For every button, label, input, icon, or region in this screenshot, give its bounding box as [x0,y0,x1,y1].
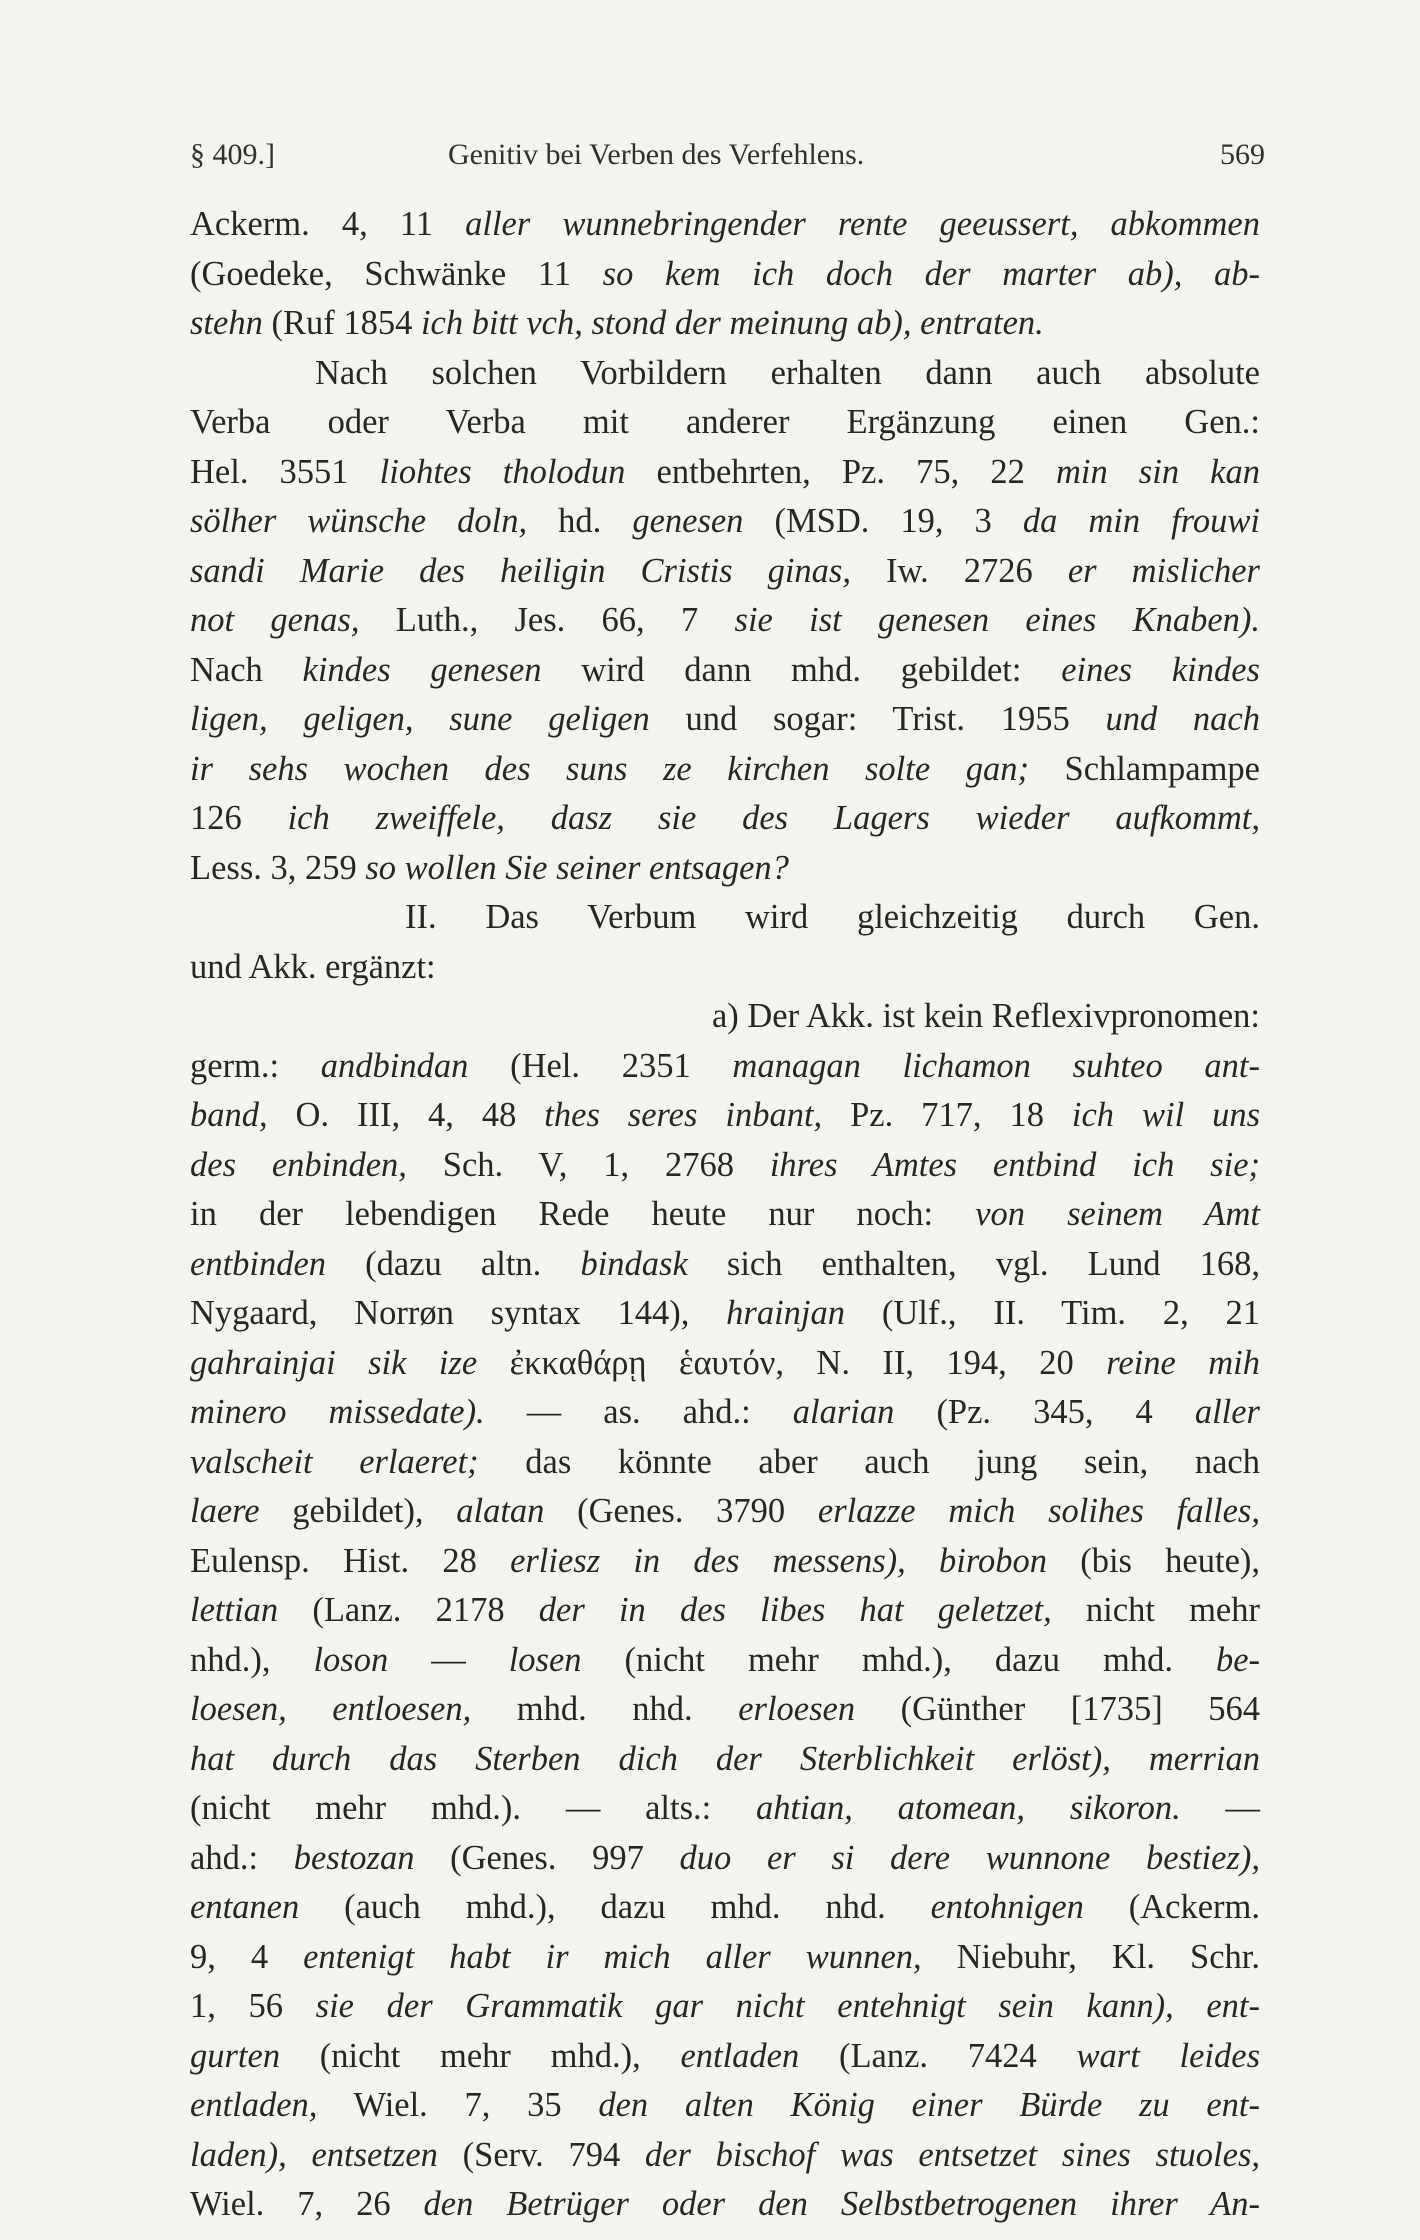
text-segment: (Lanz. 2178 [278,1591,539,1629]
page-header [190,138,1265,178]
italic-segment: laere [190,1492,260,1530]
italic-segment: stehn [190,304,263,342]
italic-segment: entenigt habt ir mich aller wunnen, [303,1937,922,1976]
italic-segment: den alten König einer Bürde zu ent- [598,2086,1260,2124]
text-line [190,1042,1260,1092]
text-segment: (Serv. 794 [437,2135,645,2174]
text-line [190,2081,1260,2131]
italic-segment: von seinem Amt [975,1195,1260,1233]
text-line [190,448,1260,498]
text-segment: Niebuhr, Kl. Schr. [921,1937,1260,1976]
italic-segment: ich zweiffele, dasz sie des Lagers wieder aufkommt, [287,799,1261,837]
text-segment: O. III, 4, 48 [267,1096,545,1134]
italic-segment: sölher wünsche doln, [190,502,528,540]
italic-segment: ligen, geligen, sune geligen [190,700,650,738]
italic-segment: bestozan [293,1838,415,1877]
text-segment: Wiel. 7, 26 [190,2185,424,2223]
text-segment: Wiel. 7, 35 [317,2086,599,2124]
text-segment: Hel. 3551 [190,452,380,491]
italic-segment: alatan [456,1492,545,1530]
italic-segment: bindask [580,1244,688,1283]
text-line [190,646,1260,696]
italic-segment: eines kindes [1061,650,1260,689]
text-segment: — [388,1640,509,1679]
text-segment: ἐκκαθάρῃ ἑαυτόν, N. II, 194, 20 [477,1343,1107,1382]
italic-segment: genesen [632,502,744,540]
text-segment: (Goedeke, Schwänke 11 [190,254,603,293]
text-line [190,200,1260,250]
italic-segment: minero missedate). [190,1393,485,1431]
text-line [190,1784,1260,1834]
text-segment: hd. [527,502,633,540]
text-line [190,893,1260,943]
page-number: 569 [1220,138,1265,171]
text-line [190,349,1260,399]
section-number: § 409.] [190,138,275,171]
text-segment: (MSD. 19, 3 [743,502,1023,540]
text-line [190,1141,1260,1191]
italic-segment: aller [1194,1393,1260,1431]
italic-segment: sandi Marie des heiligin Cristis ginas, [190,551,851,590]
italic-segment: duo er si dere wunnone bestiez), [679,1838,1260,1877]
text-segment: (Hel. 2351 [468,1046,733,1085]
text-segment: wird dann mhd. gebildet: [541,650,1062,689]
italic-segment: ir sehs wochen des suns ze kirchen solte gan; [190,749,1029,788]
text-segment: (Lanz. 7424 [799,2036,1077,2075]
italic-segment: gahrainjai sik ize [190,1343,478,1382]
text-line [190,1636,1260,1686]
text-segment: und Akk. ergänzt: [190,947,436,986]
italic-segment: kindes genesen [302,650,542,689]
text-line [190,695,1260,745]
text-segment: Nach solchen Vorbildern erhalten dann auch absolute [315,353,1260,392]
text-segment: (bis heute), [1047,1541,1261,1580]
italic-segment: hrainjan [726,1294,846,1332]
italic-segment: aller wunnebringender rente geeussert, abkommen [465,205,1260,243]
text-segment: (auch mhd.), dazu mhd. nhd. [299,1888,931,1926]
italic-segment: erlazze mich solihes falles, [817,1492,1260,1530]
text-segment: Less. 3, 259 [190,848,366,887]
italic-segment: wart leides [1076,2036,1260,2075]
italic-segment: ich bitt vch, stond der meinung ab), entraten. [420,304,1044,342]
text-line [190,1388,1260,1438]
text-line [190,1240,1260,1290]
text-segment: Nach [190,650,303,689]
text-line [190,1289,1260,1339]
text-segment: a) Der Akk. ist kein Reflexivpronomen: [711,997,1260,1035]
italic-segment: losen [508,1640,582,1679]
italic-segment: sie der Grammatik gar nicht entehnigt sein kann), ent- [315,1987,1260,2025]
text-line [190,1438,1260,1488]
body-text [190,200,1260,2230]
italic-segment: lettian [190,1591,279,1629]
text-line [190,250,1260,300]
text-line [190,299,1260,349]
italic-segment: andbindan [320,1046,469,1085]
text-segment: in der lebendigen Rede heute nur noch: [190,1195,976,1233]
italic-segment: thes seres inbant, [544,1096,823,1134]
text-segment: (Ulf., II. Tim. 2, 21 [845,1294,1260,1332]
text-segment: (nicht mehr mhd.). — alts.: [190,1789,757,1827]
text-segment: Eulensp. Hist. 28 [190,1541,511,1580]
text-segment: 126 [190,799,288,837]
italic-segment: liohtes tholodun [379,452,626,491]
italic-segment: hat durch das Sterben dich der Sterblichkeit erlöst), merrian [190,1739,1260,1778]
text-segment: 9, 4 [190,1937,304,1976]
running-title: Genitiv bei Verben des Verfehlens. [448,138,865,171]
italic-segment: so kem ich doch der marter ab), ab- [602,254,1261,293]
italic-segment: entladen [680,2036,800,2075]
text-line [190,2131,1260,2181]
italic-segment: loesen, entloesen, [190,1690,472,1728]
italic-segment: valscheit erlaeret; [190,1442,479,1481]
text-line [190,1339,1260,1389]
text-segment: Schlampampe [1028,749,1260,788]
text-segment: Pz. 717, 18 [822,1096,1072,1134]
text-line [190,497,1260,547]
text-segment: gebildet), [259,1492,457,1530]
italic-segment: not genas, [190,601,360,639]
italic-segment: und nach [1105,700,1260,738]
text-segment: mhd. nhd. [471,1690,739,1728]
italic-segment: er mislicher [1067,551,1260,590]
text-line [190,1091,1260,1141]
text-segment: (nicht mehr mhd.), [280,2036,681,2075]
text-segment: germ.: [190,1046,321,1085]
italic-segment: erliesz in des messens), birobon [510,1541,1047,1580]
italic-segment: band, [190,1096,268,1134]
text-segment: (Günther [1735] 564 [855,1690,1260,1728]
text-line [190,992,1260,1042]
text-segment: nhd.), [190,1640,314,1679]
text-line [190,745,1260,795]
text-segment: (nicht mehr mhd.), dazu mhd. [581,1640,1216,1679]
text-segment: 1, 56 [190,1987,316,2025]
text-segment: entbehrten, Pz. 75, 22 [625,452,1056,491]
text-segment: Sch. V, 1, 2768 [406,1145,770,1184]
italic-segment: des enbinden, [190,1145,407,1184]
italic-segment: laden), entsetzen [190,2135,438,2174]
italic-segment: der bischof was entsetzet sines stuoles, [644,2135,1260,2174]
text-line [190,2032,1260,2082]
text-segment: Verba oder Verba mit anderer Ergänzung einen Gen.: [190,403,1260,441]
text-line [190,1487,1260,1537]
text-segment: (Genes. 3790 [544,1492,818,1530]
italic-segment: entanen [190,1888,300,1926]
text-line [190,1586,1260,1636]
italic-segment: managan lichamon suhteo ant- [732,1046,1260,1085]
text-line [190,943,1260,993]
text-line [190,794,1260,844]
text-segment: und sogar: Trist. 1955 [649,700,1106,738]
text-segment: (Ruf 1854 [262,304,421,342]
text-line [190,1834,1260,1884]
italic-segment: ihres Amtes entbind ich sie; [769,1145,1260,1184]
italic-segment: be- [1215,1640,1260,1679]
text-segment: (dazu altn. [326,1244,581,1283]
italic-segment: loson [313,1640,389,1679]
text-segment: (Genes. 997 [414,1838,680,1877]
text-line [190,1190,1260,1240]
text-line [190,1537,1260,1587]
text-line [190,1735,1260,1785]
text-segment: Ackerm. 4, 11 [190,205,466,243]
italic-segment: so wollen Sie seiner entsagen? [365,848,789,887]
italic-segment: den Betrüger oder den Selbstbetrogenen ihrer An- [423,2185,1260,2223]
text-segment: — as. ahd.: [484,1393,793,1431]
italic-segment: da min frouwi [1022,502,1261,540]
text-segment: das könnte aber auch jung sein, nach [478,1442,1260,1481]
italic-segment: sie ist genesen eines Knaben). [734,601,1261,639]
italic-segment: entohnigen [930,1888,1084,1926]
text-line [190,1883,1260,1933]
italic-segment: erloesen [738,1690,856,1728]
italic-segment: reine mih [1106,1343,1261,1382]
italic-segment: min sin kan [1055,452,1260,491]
text-line [190,1685,1260,1735]
italic-segment: ahtian, atomean, sikoron. [756,1789,1181,1827]
text-segment: sich enthalten, vgl. Lund 168, [687,1244,1260,1283]
text-segment: (Ackerm. [1083,1888,1260,1926]
text-line [190,547,1260,597]
text-segment: (Pz. 345, 4 [894,1393,1195,1431]
text-segment: Iw. 2726 [850,551,1068,590]
text-line [190,1982,1260,2032]
italic-segment: entbinden [190,1244,327,1283]
text-line [190,844,1260,894]
italic-segment: ich wil uns [1071,1096,1261,1134]
italic-segment: alarian [792,1393,895,1431]
text-line [190,398,1260,448]
text-segment: Luth., Jes. 66, 7 [359,601,735,639]
text-segment: II. Das Verbum wird gleichzeitig durch Gen. [405,898,1260,936]
text-line [190,596,1260,646]
text-line [190,2180,1260,2230]
italic-segment: entladen, [190,2086,318,2124]
text-segment: — [1180,1789,1260,1827]
text-segment: ahd.: [190,1838,294,1877]
italic-segment: gurten [190,2036,281,2075]
text-segment: Nygaard, Norrøn syntax 144), [190,1294,727,1332]
text-segment: nicht mehr [1051,1591,1260,1629]
italic-segment: der in des libes hat geletzet, [538,1591,1052,1629]
text-line [190,1933,1260,1983]
